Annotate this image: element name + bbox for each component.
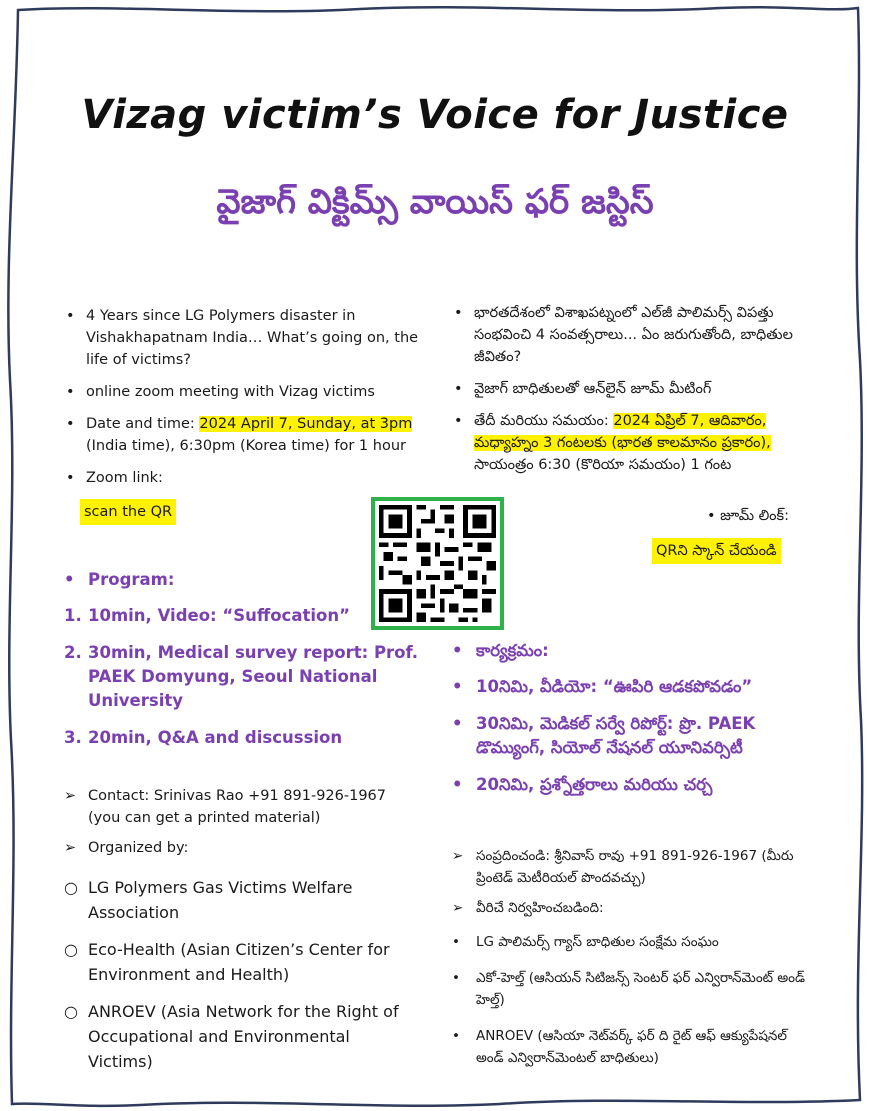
page-title: Vizag victim’s Voice for Justice <box>81 92 789 138</box>
page-title-telugu: వైజాగ్ విక్టిమ్స్ వాయిస్ ఫర్ జస్టిస్ <box>216 182 654 222</box>
program-section-telugu: • కార్యక్రమం: • 10నిమి, వీడియో: “ఊపిరి ఆడకపోవడం” • 30నిమి, మెడికల్ సర్వే రిపోర్ట్: ప్రొ. PAEK డొమ్యుంగ్, సియోల్ నేషనల్ యూనివర్సిటీ • 20నిమి, ప్రశ్నోత్తరాలు మరియు చర్చ <box>452 640 812 810</box>
list-item: • 4 Years since LG Polymers disaster in Vishakhapatnam India… What’s going on, the life of victims? <box>64 305 419 371</box>
list-item: • వైజాగ్ బాధితులతో ఆన్‌లైన్ జూమ్ మీటింగ్ <box>452 378 812 400</box>
organizer-item: • ANROEV (ఆసియా నెట్‌వర్క్ ఫర్ ది రైట్ ఆఫ్ ఆక్యుపేషనల్ అండ్ ఎన్విరాన్‌మెంటల్ బాధితులు) <box>452 1028 787 1066</box>
list-item: • భారతదేశంలో విశాఖపట్నంలో ఎల్‌జీ పాలిమర్స్ విపత్తు సంభవించి 4 సంవత్సరాలు... ఏం జరుగుతోంది, బాధితుల జీవితం? <box>452 302 812 368</box>
contact-section-telugu <box>452 845 812 1077</box>
organizer-item: • ఎకో-హెల్త్ (ఆసియన్ సిటిజన్స్ సెంటర్ ఫర్ ఎన్విరాన్‌మెంట్ అండ్ హెల్త్) <box>452 970 806 1008</box>
list-item-date: • తేదీ మరియు సమయం: 2024 ఏప్రిల్ 7, ఆదివారం, మధ్యాహ్నం 3 గంటలకు (భారత కాలమానం ప్రకారం), సాయంత్రం 6:30 (కొరియా సమయం) 1 గంట <box>452 410 812 476</box>
scan-qr-label-telugu: QRని స్కాన్ చేయండి <box>652 538 781 564</box>
list-item-date: • Date and time: 2024 April 7, Sunday, at 3pm (India time), 6:30pm (Korea time) for 1 hour <box>64 413 419 457</box>
qr-code[interactable] <box>371 497 504 630</box>
program-item: • 30నిమి, మెడికల్ సర్వే రిపోర్ట్: ప్రొ. PAEK డొమ్యుంగ్, సియోల్ నేషనల్ యూనివర్సిటీ <box>452 714 756 757</box>
organized-item: ➢ Organized by: <box>64 840 189 856</box>
program-item: • 10నిమి, వీడియో: “ఊపిరి ఆడకపోవడం” <box>452 677 753 696</box>
program-item: 1. 10min, Video: “Suffocation” <box>64 606 350 625</box>
contact-section <box>64 785 419 859</box>
organizer-item: • LG పాలిమర్స్ గ్యాస్ బాధితుల సంక్షేమ సంఘం <box>452 934 719 950</box>
program-section: • Program: 1. 10min, Video: “Suffocation” 2. 30min, Medical survey report: Prof. PAEK Domyung, Seoul National University 3. 20min, Q&A and discussion <box>64 570 419 747</box>
contact-item: ➢ Contact: Srinivas Rao +91 891-926-1967 (you can get a printed material) <box>64 788 387 826</box>
qr-code-image <box>379 505 496 622</box>
date-highlight: 2024 ఏప్రిల్ 7, ఆదివారం, మధ్యాహ్నం 3 గంటలకు (భారత కాలమానం ప్రకారం), <box>474 413 771 451</box>
organizer-item: ○ ANROEV (Asia Network for the Right of Occupational and Environmental Victims) <box>64 1002 399 1071</box>
program-item: 3. 20min, Q&A and discussion <box>64 728 343 747</box>
program-title: Program: <box>88 570 175 589</box>
scan-qr-label: scan the QR <box>80 499 176 525</box>
organizer-item: ○ Eco-Health (Asian Citizen’s Center for Environment and Health) <box>64 940 390 984</box>
contact-item: ➢ సంప్రదించండి: శ్రీనివాస్ రావు +91 891-926-1967 (మీరు ప్రింటెడ్ మెటీరియల్ పొందవచ్చు) <box>452 848 794 886</box>
organizers-list <box>64 875 419 1074</box>
info-list <box>64 305 419 489</box>
info-list-telugu <box>452 302 812 476</box>
program-item: 2. 30min, Medical survey report: Prof. PAEK Domyung, Seoul National University <box>64 643 419 710</box>
organizer-item: ○ LG Polymers Gas Victims Welfare Association <box>64 878 353 922</box>
english-column <box>64 305 419 1086</box>
zoom-label-telugu: • జూమ్ లింక్: <box>707 508 789 524</box>
organized-item: ➢ వీరిచే నిర్వహించబడింది: <box>452 900 604 916</box>
program-item: • 20నిమి, ప్రశ్నోత్తరాలు మరియు చర్చ <box>452 775 713 794</box>
list-item: • online zoom meeting with Vizag victims <box>64 381 419 403</box>
telugu-column <box>452 302 812 1066</box>
date-highlight: 2024 April 7, Sunday, at 3pm <box>199 416 413 432</box>
list-item-zoom: • Zoom link: <box>64 467 419 489</box>
